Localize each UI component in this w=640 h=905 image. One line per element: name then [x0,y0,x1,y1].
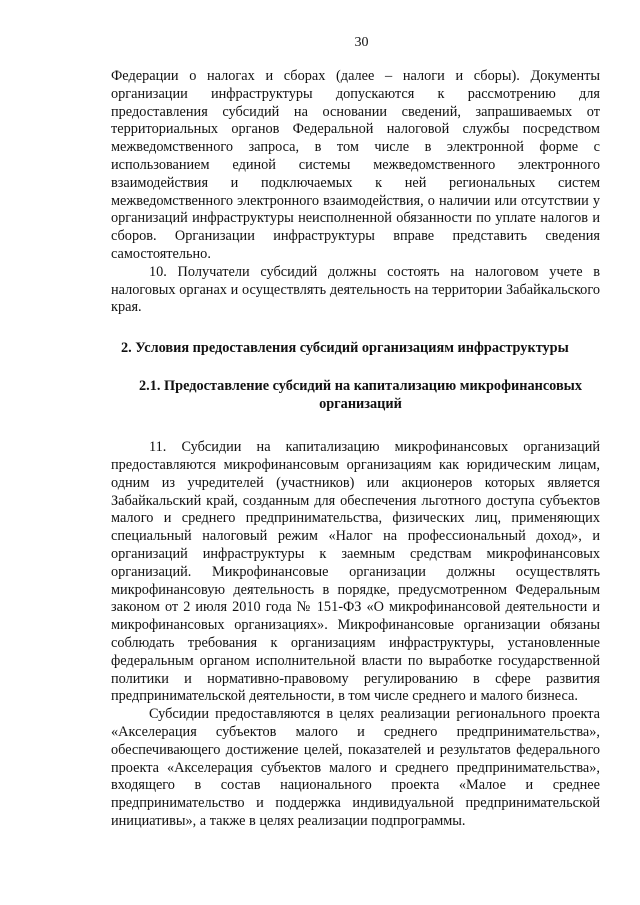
page-number: 30 [354,35,369,50]
subsection-heading-line-2: организаций [319,396,402,413]
intro-paragraph: Федерации о налогах и сборах (далее – налоги и сборы). Документы организации инфраструктуры допускаются к рассмотрению для предоставления субсидий на основании сведений, запрашиваемых от территориальных органов Федеральной налоговой службы посредством межведомственного запроса, в том числе в электронной форме с использованием единой системы межведомственного электронного взаимодействия и подключаемых к ней региональных систем межведомственного электронного взаимодействия, о наличии или отсутствии у организаций инфраструктуры неисполненной обязанности по уплате налогов и сборов. Организации инфраструктуры вправе представить сведения самостоятельно. [111,68,600,262]
subsection-heading [111,377,600,413]
section-heading: 2. Условия предоставления субсидий организациям инфраструктуры [121,340,569,357]
item-10-paragraph: 10. Получатели субсидий должны состоять на налоговом учете в налоговых органах и осуществлять деятельность на территории Забайкальского края. [111,263,600,316]
purpose-paragraph: Субсидии предоставляются в целях реализации регионального проекта «Акселерация субъектов малого и среднего предпринимательства», обеспечивающего достижение целей, показателей и результатов федерального проекта «Акселерация субъектов малого и среднего предпринимательства», входящего в состав национального проекта «Малое и среднее предпринимательство и поддержка индивидуальной предпринимательской инициативы», а также в целях реализации подпрограммы. [111,706,600,829]
item-11-paragraph: 11. Субсидии на капитализацию микрофинансовых организаций предоставляются микрофинансовым организациям как юридическим лицам, одним из учредителей (участников) или акционеров которых является Забайкальский край, созданным для обеспечения льготного доступа субъектов малого и среднего предпринимательства, физических лиц, применяющих специальный налоговый режим «Налог на профессиональный доход», и организаций инфраструктуры к заемным средствам микрофинансовых организаций. Микрофинансовые организации должны осуществлять микрофинансовую деятельность в порядке, предусмотренном Федеральным законом от 2 июля 2010 года № 151-ФЗ «О микрофинансовой деятельности и микрофинансовых организациях». Микрофинансовые организации обязаны соблюдать требования к организациям инфраструктуры, установленные федеральным органом исполнительной власти по выработке государственной политики и нормативно-правовому регулированию в сфере развития предпринимательской деятельности, в том числе среднего и малого бизнеса. [111,439,600,705]
subsection-heading-line-1: 2.1. Предоставление субсидий на капитализацию микрофинансовых [139,378,582,395]
